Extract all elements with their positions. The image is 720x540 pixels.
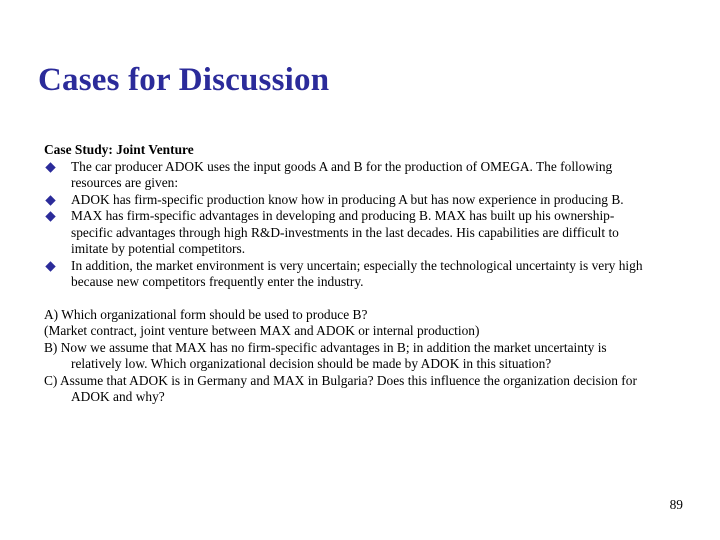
slide-body bbox=[44, 142, 644, 406]
question-a-options: (Market contract, joint venture between MAX and ADOK or internal production) bbox=[44, 323, 480, 338]
diamond-bullet-icon bbox=[45, 162, 55, 172]
diamond-bullet-icon bbox=[45, 195, 55, 205]
question-c: C) Assume that ADOK is in Germany and MAX in Bulgaria? Does this influence the organization decision for ADOK and why? bbox=[44, 372, 637, 404]
case-heading: Case Study: Joint Venture bbox=[44, 142, 194, 157]
bullet-text: The car producer ADOK uses the input goods A and B for the production of OMEGA. The following resources are given: bbox=[71, 158, 613, 190]
slide-title: Cases for Discussion bbox=[38, 62, 330, 98]
bullet-text: ADOK has firm-specific production know how in producing A but has now experience in producing B. bbox=[71, 191, 624, 207]
question-b: B) Now we assume that MAX has no firm-specific advantages in B; in addition the market uncertainty is relatively low. Which organizational decision should be made by ADOK in this situation? bbox=[44, 339, 607, 371]
question-a: A) Which organizational form should be used to produce B? bbox=[44, 306, 368, 322]
page-number: 89 bbox=[669, 497, 683, 512]
bullet-text: In addition, the market environment is very uncertain; especially the technological uncertainty is very high because new competitors frequently enter the industry. bbox=[71, 257, 643, 289]
bullet-item bbox=[44, 159, 644, 192]
bullet-item bbox=[44, 192, 644, 209]
diamond-bullet-icon bbox=[45, 261, 55, 271]
bullet-item bbox=[44, 258, 644, 291]
diamond-bullet-icon bbox=[45, 211, 55, 221]
spacer bbox=[44, 291, 644, 307]
bullet-item bbox=[44, 208, 644, 258]
bullet-text: MAX has firm-specific advantages in developing and producing B. MAX has built up his ownership-specific advantages through high R&D-investments in the last decades. His capabilities are difficult to imitate by potential competitors. bbox=[71, 208, 619, 256]
